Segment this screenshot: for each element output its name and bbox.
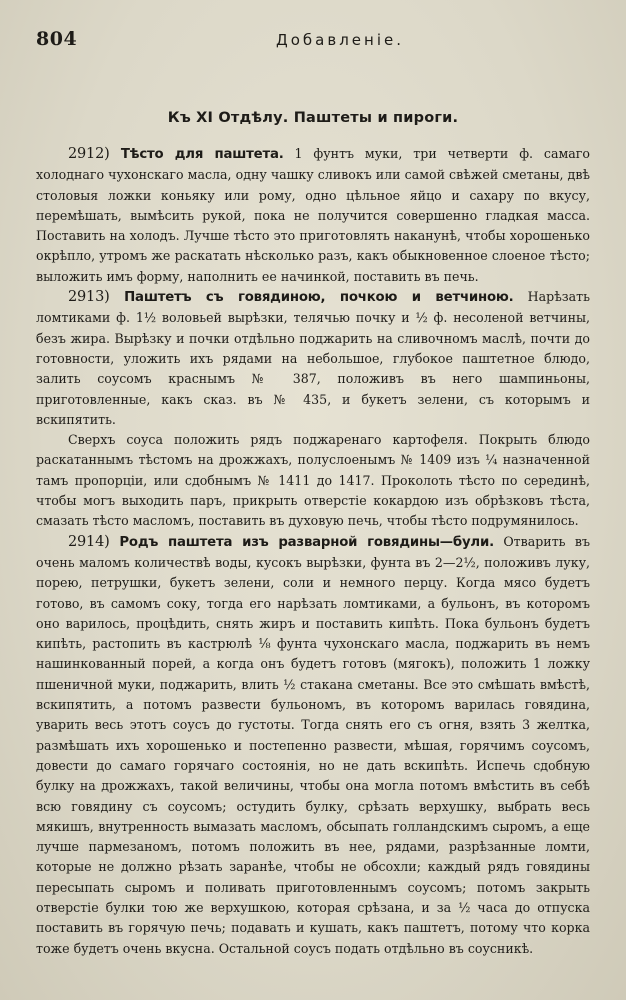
- recipe-2913-number: 2913): [68, 289, 110, 306]
- recipe-2912-body: 1 фунтъ муки, три четверти ф. самаго холоднаго чухонскаго масла, одну чашку сливокъ или самой свѣжей сметаны, двѣ столовыя ложки коньяку или рому, одно цѣльное яйцо и сахару по вкусу, перемѣшать, вымѣсить рукой, пока не получится совершенно гладкая масса. Поставить на холодъ. Лучше тѣсто это приготовлять наканунѣ, чтобы хорошенько окрѣпло, утромъ же раскатать нѣсколько разъ, какъ обыкновенное слоеное тѣсто; выложить имъ форму, наполнить ее начинкой, поставить въ печь.: [36, 146, 590, 284]
- recipe-2914: [36, 532, 590, 959]
- recipe-2912-title: Тѣсто для паштета.: [120, 147, 284, 162]
- recipe-2913-body: Нарѣзать ломтиками ф. 1½ воловьей вырѣзки, телячью почку и ½ ф. несоленой ветчины, безъ жира. Вырѣзку и почки отдѣльно поджарить на сливочномъ маслѣ, почти до готовности, уложить ихъ рядами на небольшое, глубокое паштетное блюдо, залить соусомъ краснымъ № 387, положивъ въ него шампиньоны, приготовленные, какъ сказ. въ № 435, и букетъ зелени, съ которымъ и вскипятить.: [36, 289, 590, 427]
- recipe-2912-heading: [68, 147, 284, 162]
- recipe-2912-number: 2912): [68, 146, 110, 162]
- recipe-2914-body: Отварить въ очень маломъ количествѣ воды, кусокъ вырѣзки, фунта въ 2—2½, положивъ луку, порею, петрушки, букетъ зелени, соли и немного перцу. Когда мясо будетъ готово, въ самомъ соку, тогда его нарѣзать ломтиками, а бульонъ, въ которомъ оно варилось, процѣдить, снять жиръ и поставить кипѣть. Пока бульонъ будетъ кипѣть, растопить въ кастрюлѣ ⅛ фунта чухонскаго масла, поджарить въ немъ нашинкованный порей, а когда онъ будетъ готовъ (мягокъ), положить 1 ложку пшеничной муки, поджарить, влить ½ стакана сметаны. Все это смѣшать вмѣстѣ, вскипятить, а потомъ развести бульономъ, въ которомъ варилась говядина, уварить весь этотъ соусъ до густоты. Тогда снять его съ огня, взять 3 желтка, размѣшать ихъ хорошенько и постепенно развести, мѣшая, горячимъ соусомъ, довести до самаго горячаго состоянія, но не дать вскипѣть. Испечь сдобную булку на дрожжахъ, такой величины, чтобы она могла потомъ вмѣстить въ себѣ всю говядину съ соусомъ; остудить булку, срѣзать верхушку, выбрать весь мякишъ, внутренность вымазать масломъ, обсыпать голландскимъ сыромъ, а еще лучше пармезаномъ, потомъ положить въ нее, рядами, разрѣзанные ломти, которые не должно рѣзать заранѣе, чтобы не обсохли; каждый рядъ говядины пересыпать сыромъ и поливать приготовленнымъ соусомъ; потомъ закрыть отверстіе булки тою же верхушкою, которая срѣзана, и за ½ часа до отпуска поставить въ горячую печь; подавать и кушать, какъ паштетъ, потому что корка тоже будетъ очень вкусна. Остальной соусъ подать отдѣльно въ соусникѣ.: [36, 533, 590, 956]
- page-number: 804: [36, 28, 78, 50]
- running-title: Добавленіе.: [276, 31, 404, 49]
- recipe-2914-heading: [68, 535, 494, 550]
- recipe-2913-continuation: [36, 430, 590, 531]
- recipe-2914-number: 2914): [68, 533, 110, 550]
- recipe-2913: [36, 287, 590, 430]
- page-body: [36, 144, 590, 959]
- recipe-2913-body-2: Сверхъ соуса положить рядъ поджаренаго картофеля. Покрыть блюдо раскатаннымъ тѣстомъ на дрожжахъ, полуслоенымъ № 1409 изъ ¼ назначенной тамъ пропорціи, или сдобнымъ № 1411 до 1417. Проколоть тѣсто по серединѣ, чтобы могъ выходить паръ, прикрыть отверстіе кокардою изъ обрѣзковъ тѣста, смазать тѣсто масломъ, поставить въ духовую печь, чтобы тѣсто подрумянилось.: [36, 432, 590, 529]
- section-title: Къ XI Отдѣлу. Паштеты и пироги.: [167, 110, 459, 126]
- recipe-2913-heading: [68, 290, 514, 305]
- recipe-2912: [36, 144, 590, 287]
- running-head: [36, 28, 590, 58]
- recipe-2914-title: Родъ паштета изъ разварной говядины—були.: [119, 534, 494, 550]
- recipe-2913-title: Паштетъ съ говядиною, почкою и ветчиною.: [124, 290, 514, 306]
